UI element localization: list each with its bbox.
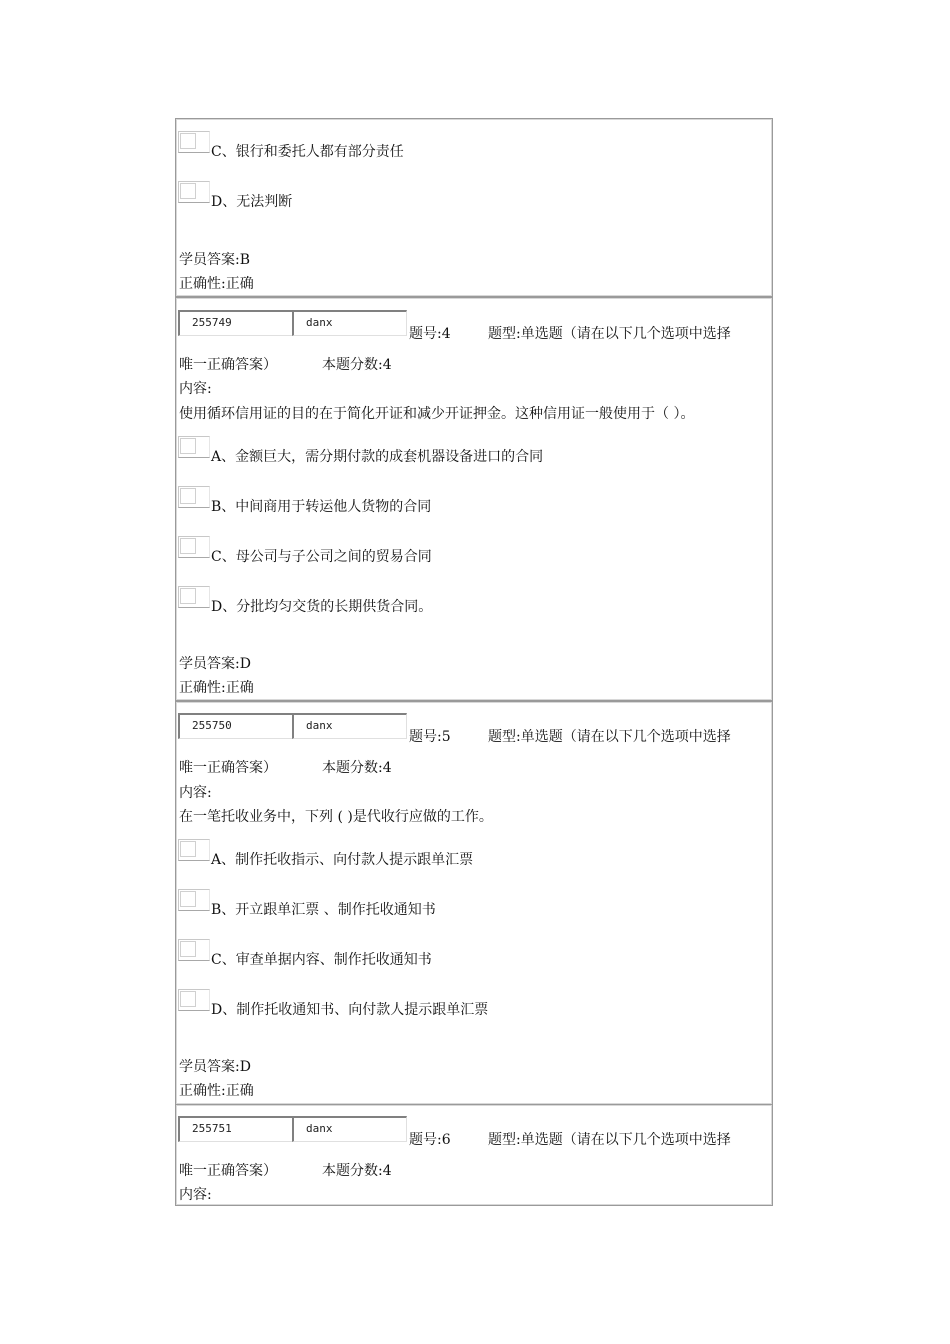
question-id-field: 255751 [178,1116,293,1142]
option-checkbox-a[interactable] [178,436,210,458]
correctness: 正确性:正确 [179,680,254,696]
option-checkbox-c[interactable] [178,939,210,961]
option-c-label: C、审查单据内容、制作托收通知书 [211,952,432,968]
question-code-field: danx [292,310,407,336]
question-id-field: 255750 [178,713,293,739]
question-stem: 在一笔托收业务中，下列 ( )是代收行应做的工作。 [179,809,493,825]
correctness: 正确性:正确 [179,276,254,292]
student-answer: 学员答案:D [179,1059,251,1075]
question-code-field: danx [292,1116,407,1142]
option-a-label: A、制作托收指示、向付款人提示跟单汇票 [211,852,474,868]
option-checkbox-c[interactable] [178,536,210,558]
option-checkbox-d[interactable] [178,586,210,608]
option-d-label: D、分批均匀交货的长期供货合同。 [211,599,433,615]
question-block-3-tail [175,118,773,297]
question-stem: 使用循环信用证的目的在于简化开证和减少开证押金。这种信用证一般使用于（ ）。 [179,406,695,422]
content-label: 内容: [179,1187,212,1203]
student-answer: 学员答案:D [179,656,251,672]
option-d-label: D、无法判断 [211,194,293,210]
question-number: 题号:4 [409,326,451,342]
option-b-label: B、中间商用于转运他人货物的合同 [211,499,432,515]
question-type-cont: 唯一正确答案） [179,357,277,373]
content-label: 内容: [179,785,212,801]
student-answer: 学员答案:B [179,252,251,268]
question-type-cont: 唯一正确答案） [179,760,277,776]
option-checkbox-d[interactable] [178,989,210,1011]
question-id-field: 255749 [178,310,293,336]
question-block-6 [175,1104,773,1206]
question-score: 本题分数:4 [322,1163,392,1179]
question-number: 题号:5 [409,729,451,745]
question-code-field: danx [292,713,407,739]
option-checkbox-d[interactable] [178,181,210,203]
question-type: 题型:单选题（请在以下几个选项中选择 [488,729,731,745]
option-checkbox-b[interactable] [178,889,210,911]
option-checkbox-a[interactable] [178,839,210,861]
question-type: 题型:单选题（请在以下几个选项中选择 [488,1132,731,1148]
option-checkbox-b[interactable] [178,486,210,508]
question-type: 题型:单选题（请在以下几个选项中选择 [488,326,731,342]
question-score: 本题分数:4 [322,760,392,776]
question-type-cont: 唯一正确答案） [179,1163,277,1179]
question-block-5 [175,701,773,1105]
content-label: 内容: [179,381,212,397]
correctness: 正确性:正确 [179,1083,254,1099]
question-number: 题号:6 [409,1132,451,1148]
option-b-label: B、开立跟单汇票 、制作托收通知书 [211,902,436,918]
question-score: 本题分数:4 [322,357,392,373]
option-c-label: C、银行和委托人都有部分责任 [211,144,404,160]
option-c-label: C、母公司与子公司之间的贸易合同 [211,549,432,565]
option-checkbox-c[interactable] [178,131,210,153]
option-d-label: D、制作托收通知书、向付款人提示跟单汇票 [211,1002,489,1018]
question-block-4 [175,297,773,701]
option-a-label: A、金额巨大，需分期付款的成套机器设备进口的合同 [211,449,544,465]
